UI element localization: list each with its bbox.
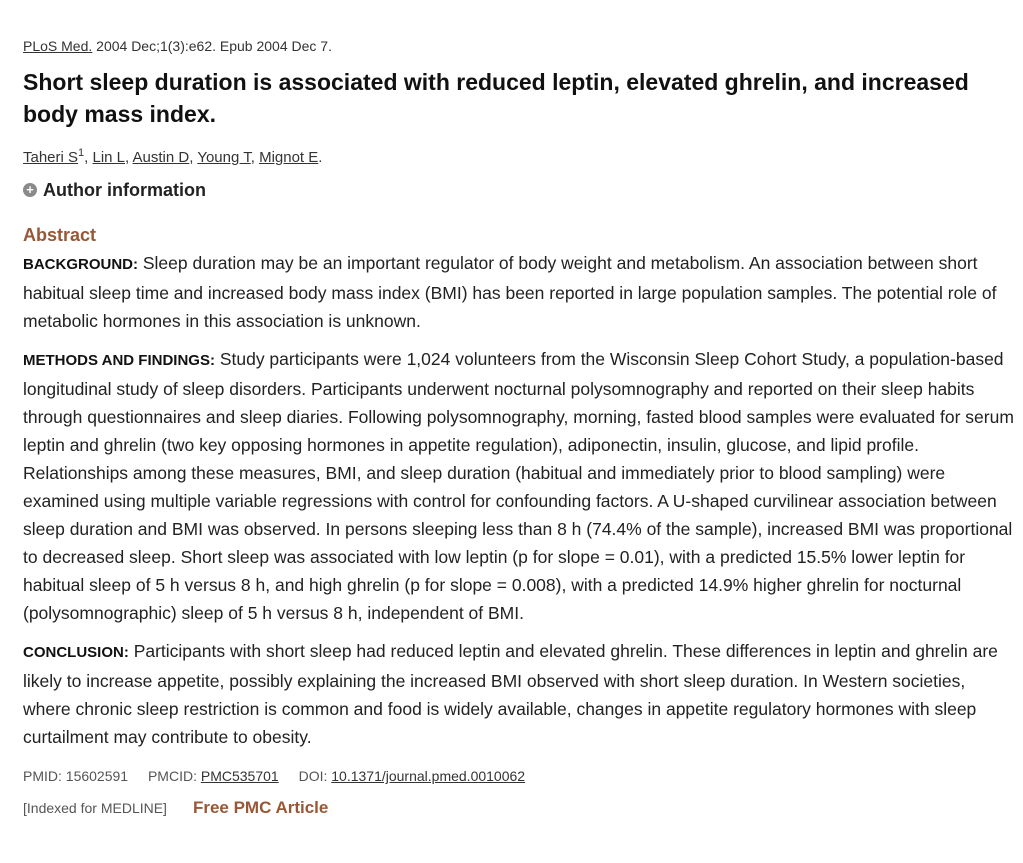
- doi-link[interactable]: 10.1371/journal.pmed.0010062: [331, 768, 526, 784]
- pmcid-link[interactable]: PMC535701: [200, 768, 279, 784]
- section-label: METHODS AND FINDINGS:: [23, 352, 215, 369]
- doi-label: DOI:: [298, 768, 332, 784]
- section-label: BACKGROUND:: [23, 256, 138, 273]
- section-text: Study participants were 1,024 volunteers from the Wisconsin Sleep Cohort Study, a population-based longitudinal study of sleep disorders. Participants underwent nocturnal polysomnography and reported on their sleep habits through questionnaires and sleep diaries. Following polysomnography, morning, fasted blood samples were evaluated for serum leptin and ghrelin (two key opposing hormones in appetite regulation), adiponectin, insulin, glucose, and lipid profile. Relationships among these measures, BMI, and sleep duration (habitual and immediately prior to blood sampling) were examined using multiple variable regressions with control for confounding factors. A U-shaped curvilinear association between sleep duration and BMI was observed. In persons sleeping less than 8 h (74.4% of the sample), increased BMI was proportional to decreased sleep. Short sleep was associated with low leptin (p for slope = 0.01), with a predicted 15.5% lower leptin for habitual sleep of 5 h versus 8 h, and high ghrelin (p for slope = 0.008), with a predicted 14.9% higher ghrelin for nocturnal (polysomnographic) sleep of 5 h versus 8 h, independent of BMI.: [23, 349, 1014, 623]
- citation-details: 2004 Dec;1(3):e62. Epub 2004 Dec 7.: [92, 38, 332, 54]
- author-link[interactable]: Taheri S: [23, 149, 79, 166]
- section-text: Participants with short sleep had reduced leptin and elevated ghrelin. These differences in leptin and ghrelin are likely to increase appetite, possibly explaining the increased BMI observed with short sleep duration. In Western societies, where chronic sleep restriction is common and food is widely available, changes in appetite regulatory hormones with sleep curtailment may contribute to obesity.: [23, 641, 998, 747]
- pmcid-label: PMCID:: [147, 768, 201, 784]
- pmid: [23, 768, 128, 784]
- citation: [23, 36, 1000, 56]
- author-link[interactable]: Lin L: [92, 149, 126, 166]
- author-list: Taheri $S^1$, Lin L, Austin D, Young T, Mignot E.: [23, 147, 323, 166]
- author-link[interactable]: Austin D: [132, 149, 190, 166]
- author-information-toggle[interactable]: [23, 177, 1000, 203]
- pmcid: [148, 768, 279, 784]
- pmid-label: PMID:: [23, 768, 66, 784]
- doi: [299, 768, 526, 784]
- identifier-line: [23, 765, 1000, 787]
- article-title: Short sleep duration is associated with reduced leptin, elevated ghrelin, and increased body mass index.: [23, 69, 969, 127]
- author-link[interactable]: Young T: [197, 149, 251, 166]
- section-label: CONCLUSION:: [23, 644, 129, 661]
- plus-circle-icon[interactable]: +: [23, 183, 37, 197]
- author-information-label[interactable]: Author information: [43, 180, 206, 200]
- abstract-heading: Abstract: [23, 225, 97, 245]
- free-pmc-article-link[interactable]: Free PMC Article: [192, 798, 329, 817]
- author-link[interactable]: Mignot E: [259, 149, 319, 166]
- abstract-background: [23, 249, 1015, 335]
- pmid-value: 15602591: [65, 768, 129, 784]
- indexed-status: [Indexed for MEDLINE]: [23, 800, 167, 816]
- abstract-methods: [23, 345, 1015, 627]
- author-affiliation-sup[interactable]: 1: [78, 147, 85, 159]
- abstract-conclusion: [23, 637, 1015, 751]
- indexing-line: [23, 797, 1000, 819]
- section-text: Sleep duration may be an important regulator of body weight and metabolism. An association between short habitual sleep time and increased body mass index (BMI) has been reported in large population samples. The potential role of metabolic hormones in this association is unknown.: [23, 253, 997, 331]
- journal-link[interactable]: PLoS Med.: [23, 38, 93, 54]
